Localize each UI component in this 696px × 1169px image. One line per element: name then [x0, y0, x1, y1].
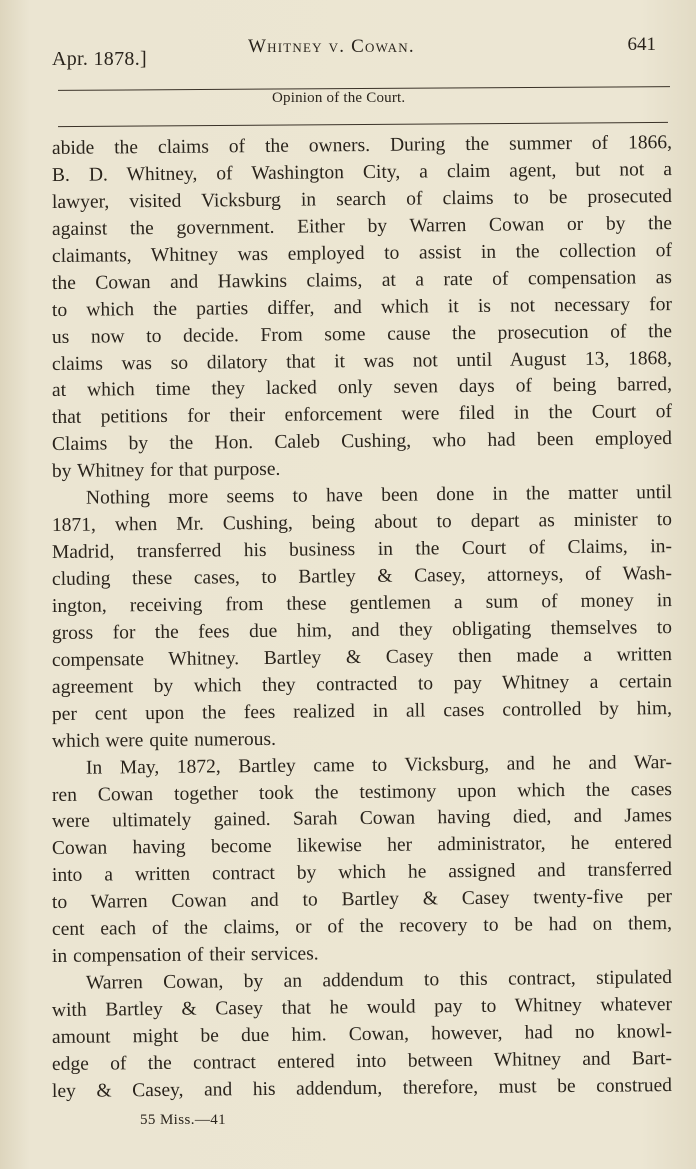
text-line: by Whitney for that purpose. — [51, 459, 281, 483]
text-line: to which the parties differ, and which it is not necessary for — [51, 293, 673, 321]
text-line: the Cowan and Hawkins claims, at a rate of compensation as — [51, 266, 673, 294]
text-line: ren Cowan together took the testimony upon which the cases — [51, 778, 673, 806]
text-line: cluding these cases, to Bartley & Casey, attorneys, of Wash- — [51, 563, 673, 590]
text-line: 1871, when Mr. Cushing, being about to depart as minister to — [51, 509, 673, 537]
text-line: against the government. Either by Warren Cowan or by the — [51, 212, 673, 240]
rule-bottom — [58, 122, 668, 127]
text-line: into a written contract by which he assigned and transferred — [51, 859, 673, 887]
text-line: claimants, Whitney was employed to assist in the collection of — [51, 239, 673, 267]
text-line: edge of the contract entered into between Whitney and Bart- — [51, 1047, 673, 1075]
text-line: amount might be due him. Cowan, however, had no knowl- — [51, 1020, 673, 1048]
opinion-text — [51, 132, 673, 1106]
text-line: that petitions for their enforcement were filed in the Court of — [51, 401, 673, 429]
text-line: gross for the fees due him, and they obligating themselves to — [51, 616, 673, 644]
running-head-case-title: Whitney v. Cowan. — [248, 36, 415, 57]
text-line: Madrid, transferred his business in the Court of Claims, in- — [51, 536, 673, 564]
text-line: Warren Cowan, by an addendum to this contract, stipulated — [85, 967, 673, 994]
text-line: In May, 1872, Bartley came to Vicksburg, and he and War- — [85, 751, 673, 779]
text-line: Cowan having become likewise her administrator, he entered — [51, 832, 673, 860]
text-line: in compensation of their services. — [51, 943, 319, 968]
text-line: cent each of the claims, or of the recovery to be had on them, — [51, 913, 673, 941]
text-line: which were quite numerous. — [51, 728, 277, 752]
text-line: ley & Casey, and his addendum, therefore, must be construed — [51, 1074, 673, 1102]
text-line: lawyer, visited Vicksburg in search of claims to be prosecuted — [51, 185, 673, 213]
text-line: were ultimately gained. Sarah Cowan having died, and James — [51, 805, 673, 833]
text-line: abide the claims of the owners. During the summer of 1866, — [51, 132, 673, 159]
text-line: to Warren Cowan and to Bartley & Casey twenty-five per — [51, 886, 673, 914]
text-line: per cent upon the fees realized in all cases controlled by him, — [51, 697, 673, 725]
text-line: agreement by which they contracted to pay Whitney a certain — [51, 670, 673, 698]
text-line: claims was so dilatory that it was not until August 13, 1868, — [51, 347, 673, 375]
text-line: B. D. Whitney, of Washington City, a claim agent, but not a — [51, 158, 673, 186]
running-head-date: Apr. 1878.] — [52, 48, 147, 70]
text-line: compensate Whitney. Bartley & Casey then made a written — [51, 643, 673, 671]
signature-mark: 55 Miss.—41 — [140, 1112, 227, 1128]
section-heading: Opinion of the Court. — [272, 90, 406, 106]
page-number: 641 — [627, 34, 656, 55]
text-line: Nothing more seems to have been done in the matter until — [85, 482, 673, 509]
text-line: us now to decide. From some cause the prosecution of the — [51, 320, 673, 348]
text-line: Claims by the Hon. Caleb Cushing, who had been employed — [51, 428, 673, 456]
text-line: with Bartley & Casey that he would pay to Whitney whatever — [51, 994, 673, 1021]
running-head — [52, 34, 656, 70]
text-line: at which time they lacked only seven days of being barred, — [51, 374, 673, 402]
text-line: ington, receiving from these gentlemen a sum of money in — [51, 589, 673, 617]
